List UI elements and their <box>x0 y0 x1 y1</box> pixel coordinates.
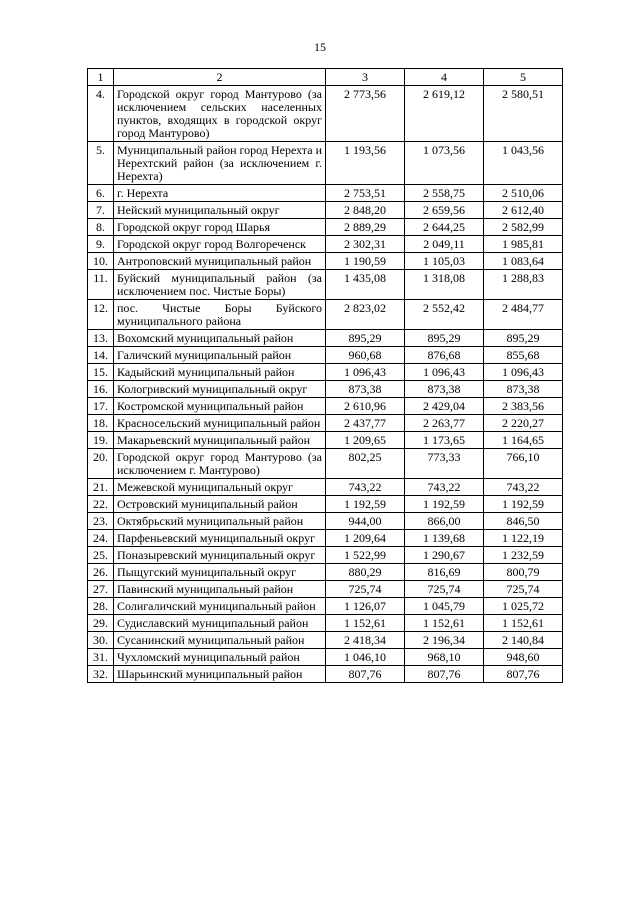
table-row <box>88 415 563 432</box>
value-col-3: 944,00 <box>326 513 405 530</box>
value-col-3: 1 209,64 <box>326 530 405 547</box>
value-col-5: 2 510,06 <box>484 185 563 202</box>
value-col-3: 2 889,29 <box>326 219 405 236</box>
table-row <box>88 432 563 449</box>
municipality-name <box>114 236 326 253</box>
row-number: 21. <box>88 479 114 496</box>
value-col-4: 2 196,34 <box>405 632 484 649</box>
table-row <box>88 632 563 649</box>
municipality-name <box>114 581 326 598</box>
table-row <box>88 581 563 598</box>
row-number: 9. <box>88 236 114 253</box>
value-col-4: 2 552,42 <box>405 300 484 330</box>
table-row <box>88 219 563 236</box>
value-col-3: 2 753,51 <box>326 185 405 202</box>
row-number: 5. <box>88 142 114 185</box>
value-col-3: 1 522,99 <box>326 547 405 564</box>
municipality-name-text: Шарьинский муниципальный район <box>117 667 303 681</box>
row-number: 23. <box>88 513 114 530</box>
value-col-5: 725,74 <box>484 581 563 598</box>
row-number: 17. <box>88 398 114 415</box>
value-col-5: 2 612,40 <box>484 202 563 219</box>
municipality-name-text: Кадыйский муниципальный район <box>117 365 295 379</box>
municipality-name <box>114 496 326 513</box>
table-row <box>88 300 563 330</box>
municipality-name-text: Муниципальный район город Нерехта и Нерехтский район (за исключением г. Нерехта) <box>117 143 322 183</box>
row-number: 13. <box>88 330 114 347</box>
value-col-3: 2 773,56 <box>326 86 405 142</box>
value-col-4: 725,74 <box>405 581 484 598</box>
value-col-3: 802,25 <box>326 449 405 479</box>
value-col-4: 1 318,08 <box>405 270 484 300</box>
municipality-name-text: Нейский муниципальный округ <box>117 203 280 217</box>
value-col-4: 1 073,56 <box>405 142 484 185</box>
row-number: 7. <box>88 202 114 219</box>
municipality-name <box>114 86 326 142</box>
row-number: 19. <box>88 432 114 449</box>
row-number: 26. <box>88 564 114 581</box>
value-col-4: 743,22 <box>405 479 484 496</box>
table-row <box>88 513 563 530</box>
municipality-name <box>114 598 326 615</box>
value-col-5: 2 484,77 <box>484 300 563 330</box>
row-number: 16. <box>88 381 114 398</box>
value-col-5: 1 152,61 <box>484 615 563 632</box>
header-col-4: 4 <box>405 69 484 86</box>
value-col-4: 2 429,04 <box>405 398 484 415</box>
municipality-name-text: Октябрьский муниципальный район <box>117 514 304 528</box>
value-col-4: 807,76 <box>405 666 484 683</box>
value-col-5: 1 232,59 <box>484 547 563 564</box>
value-col-5: 1 164,65 <box>484 432 563 449</box>
municipality-name-text: Судиславский муниципальный район <box>117 616 309 630</box>
municipality-name <box>114 415 326 432</box>
municipality-name-text: Городской округ город Волгореченск <box>117 237 307 251</box>
header-col-2: 2 <box>114 69 326 86</box>
value-col-3: 880,29 <box>326 564 405 581</box>
municipality-name <box>114 347 326 364</box>
municipality-name-text: пос. Чистые Боры Буйского муниципального района <box>117 301 322 328</box>
municipality-name-text: Буйский муниципальный район (за исключением пос. Чистые Боры) <box>117 271 322 298</box>
municipality-name <box>114 649 326 666</box>
value-col-5: 873,38 <box>484 381 563 398</box>
table-row <box>88 364 563 381</box>
header-col-3: 3 <box>326 69 405 86</box>
value-col-5: 2 383,56 <box>484 398 563 415</box>
table-row <box>88 202 563 219</box>
value-col-3: 1 193,56 <box>326 142 405 185</box>
value-col-4: 2 659,56 <box>405 202 484 219</box>
value-col-4: 866,00 <box>405 513 484 530</box>
municipality-name-text: Поназыревский муниципальный округ <box>117 548 316 562</box>
row-number: 24. <box>88 530 114 547</box>
municipality-name-text: Пыщугский муниципальный округ <box>117 565 296 579</box>
value-col-4: 1 139,68 <box>405 530 484 547</box>
municipality-name <box>114 219 326 236</box>
value-col-5: 2 220,27 <box>484 415 563 432</box>
value-col-5: 743,22 <box>484 479 563 496</box>
value-col-4: 816,69 <box>405 564 484 581</box>
municipality-name-text: Межевской муниципальный округ <box>117 480 293 494</box>
municipality-name-text: Сусанинский муниципальный район <box>117 633 305 647</box>
value-col-3: 1 126,07 <box>326 598 405 615</box>
municipality-name <box>114 479 326 496</box>
municipality-name-text: г. Нерехта <box>117 186 169 200</box>
row-number: 25. <box>88 547 114 564</box>
value-col-5: 948,60 <box>484 649 563 666</box>
value-col-5: 1 083,64 <box>484 253 563 270</box>
value-col-4: 2 263,77 <box>405 415 484 432</box>
value-col-5: 1 043,56 <box>484 142 563 185</box>
value-col-3: 1 190,59 <box>326 253 405 270</box>
municipality-name <box>114 530 326 547</box>
table-row <box>88 449 563 479</box>
row-number: 28. <box>88 598 114 615</box>
row-number: 22. <box>88 496 114 513</box>
value-col-5: 766,10 <box>484 449 563 479</box>
table-row <box>88 185 563 202</box>
municipality-name-text: Городской округ город Мантурово (за исключением сельских населенных пунктов, входящих в городской округ город Мантурово) <box>117 87 322 140</box>
row-number: 4. <box>88 86 114 142</box>
municipality-name-text: Городской округ город Мантурово (за исключением г. Мантурово) <box>117 450 322 477</box>
row-number: 12. <box>88 300 114 330</box>
value-col-4: 2 644,25 <box>405 219 484 236</box>
value-col-5: 855,68 <box>484 347 563 364</box>
municipality-name <box>114 547 326 564</box>
value-col-4: 1 192,59 <box>405 496 484 513</box>
value-col-3: 1 152,61 <box>326 615 405 632</box>
table-row <box>88 236 563 253</box>
row-number: 31. <box>88 649 114 666</box>
table-row <box>88 479 563 496</box>
table-row <box>88 142 563 185</box>
municipality-name-text: Красносельский муниципальный район <box>117 416 321 430</box>
value-col-3: 1 096,43 <box>326 364 405 381</box>
table-row <box>88 666 563 683</box>
value-col-3: 1 209,65 <box>326 432 405 449</box>
municipality-name-text: Галичский муниципальный район <box>117 348 292 362</box>
row-number: 14. <box>88 347 114 364</box>
value-col-4: 895,29 <box>405 330 484 347</box>
value-col-3: 960,68 <box>326 347 405 364</box>
value-col-4: 2 049,11 <box>405 236 484 253</box>
table-row <box>88 615 563 632</box>
municipality-name <box>114 270 326 300</box>
municipality-name <box>114 330 326 347</box>
municipality-name <box>114 432 326 449</box>
row-number: 8. <box>88 219 114 236</box>
table-row <box>88 381 563 398</box>
table-row <box>88 564 563 581</box>
row-number: 30. <box>88 632 114 649</box>
municipality-name-text: Макарьевский муниципальный район <box>117 433 311 447</box>
row-number: 11. <box>88 270 114 300</box>
municipality-name-text: Кологривский муниципальный округ <box>117 382 308 396</box>
table-row <box>88 270 563 300</box>
value-col-5: 1 096,43 <box>484 364 563 381</box>
value-col-4: 2 619,12 <box>405 86 484 142</box>
municipality-name <box>114 142 326 185</box>
value-col-3: 2 823,02 <box>326 300 405 330</box>
value-col-4: 968,10 <box>405 649 484 666</box>
value-col-4: 2 558,75 <box>405 185 484 202</box>
table-header-row <box>88 69 563 86</box>
municipality-name-text: Парфеньевский муниципальный округ <box>117 531 316 545</box>
municipality-name-text: Костромской муниципальный район <box>117 399 304 413</box>
table-row <box>88 530 563 547</box>
municipality-name-text: Городской округ город Шарья <box>117 220 271 234</box>
municipality-name <box>114 185 326 202</box>
table-row <box>88 347 563 364</box>
value-col-3: 895,29 <box>326 330 405 347</box>
table-row <box>88 598 563 615</box>
value-col-3: 1 192,59 <box>326 496 405 513</box>
row-number: 29. <box>88 615 114 632</box>
value-col-3: 2 418,34 <box>326 632 405 649</box>
municipality-name <box>114 632 326 649</box>
municipality-name <box>114 564 326 581</box>
municipality-name-text: Островский муниципальный район <box>117 497 298 511</box>
value-col-4: 1 152,61 <box>405 615 484 632</box>
municipality-name-text: Антроповский муниципальный район <box>117 254 312 268</box>
table-row <box>88 398 563 415</box>
municipality-name <box>114 449 326 479</box>
municipality-name <box>114 253 326 270</box>
value-col-4: 1 045,79 <box>405 598 484 615</box>
value-col-5: 1 122,19 <box>484 530 563 547</box>
value-col-5: 895,29 <box>484 330 563 347</box>
municipality-name <box>114 364 326 381</box>
header-col-5: 5 <box>484 69 563 86</box>
value-col-5: 846,50 <box>484 513 563 530</box>
table-row <box>88 649 563 666</box>
page-number: 15 <box>314 40 326 54</box>
value-col-5: 2 140,84 <box>484 632 563 649</box>
value-col-3: 1 435,08 <box>326 270 405 300</box>
row-number: 15. <box>88 364 114 381</box>
value-col-5: 2 580,51 <box>484 86 563 142</box>
value-col-4: 773,33 <box>405 449 484 479</box>
row-number: 10. <box>88 253 114 270</box>
municipality-name <box>114 513 326 530</box>
municipality-name <box>114 381 326 398</box>
value-col-4: 1 290,67 <box>405 547 484 564</box>
row-number: 6. <box>88 185 114 202</box>
municipality-name <box>114 202 326 219</box>
value-col-3: 743,22 <box>326 479 405 496</box>
value-col-5: 2 582,99 <box>484 219 563 236</box>
value-col-4: 1 105,03 <box>405 253 484 270</box>
value-col-4: 1 173,65 <box>405 432 484 449</box>
value-col-3: 2 610,96 <box>326 398 405 415</box>
value-col-3: 1 046,10 <box>326 649 405 666</box>
value-col-4: 1 096,43 <box>405 364 484 381</box>
value-col-3: 807,76 <box>326 666 405 683</box>
value-col-5: 807,76 <box>484 666 563 683</box>
value-col-5: 1 985,81 <box>484 236 563 253</box>
value-col-3: 2 437,77 <box>326 415 405 432</box>
table-row <box>88 253 563 270</box>
value-col-5: 1 025,72 <box>484 598 563 615</box>
table-row <box>88 547 563 564</box>
value-col-4: 876,68 <box>405 347 484 364</box>
value-col-3: 2 302,31 <box>326 236 405 253</box>
value-col-5: 1 192,59 <box>484 496 563 513</box>
row-number: 32. <box>88 666 114 683</box>
table-row <box>88 86 563 142</box>
municipality-name <box>114 398 326 415</box>
row-number: 18. <box>88 415 114 432</box>
value-col-3: 725,74 <box>326 581 405 598</box>
municipality-name-text: Чухломский муниципальный район <box>117 650 300 664</box>
row-number: 20. <box>88 449 114 479</box>
row-number: 27. <box>88 581 114 598</box>
municipality-name-text: Вохомский муниципальный район <box>117 331 294 345</box>
value-col-3: 2 848,20 <box>326 202 405 219</box>
header-col-1: 1 <box>88 69 114 86</box>
value-col-4: 873,38 <box>405 381 484 398</box>
tariff-table <box>87 68 563 683</box>
municipality-name-text: Солигаличский муниципальный район <box>117 599 316 613</box>
table-row <box>88 330 563 347</box>
value-col-3: 873,38 <box>326 381 405 398</box>
value-col-5: 1 288,83 <box>484 270 563 300</box>
table-body <box>88 69 563 683</box>
municipality-name <box>114 300 326 330</box>
municipality-name-text: Павинский муниципальный район <box>117 582 294 596</box>
municipality-name <box>114 666 326 683</box>
table-row <box>88 496 563 513</box>
municipality-name <box>114 615 326 632</box>
value-col-5: 800,79 <box>484 564 563 581</box>
